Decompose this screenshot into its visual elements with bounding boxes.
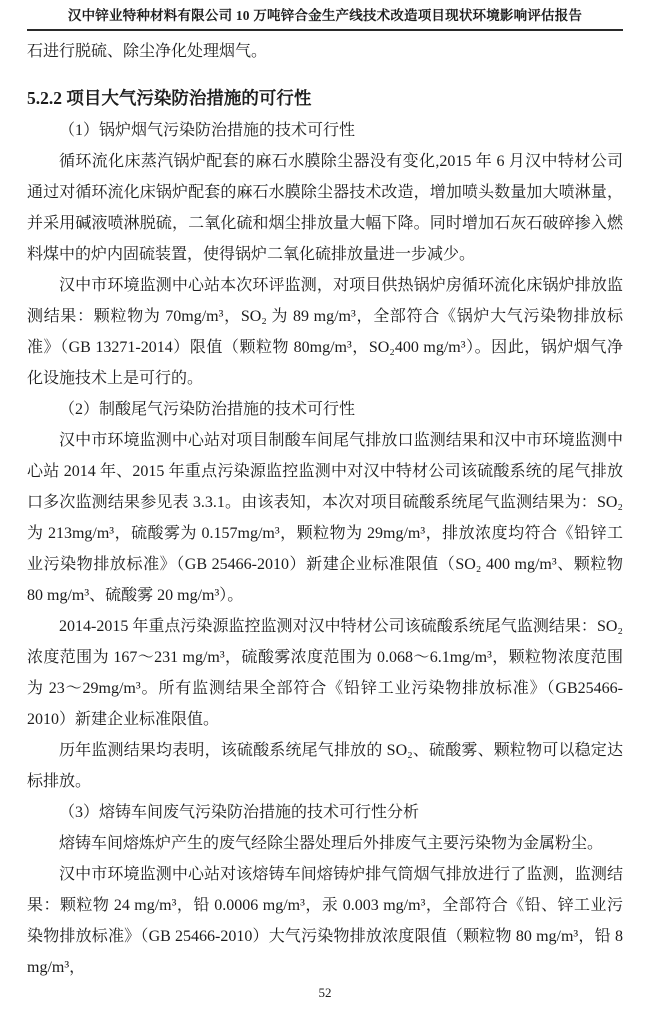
paragraph-casting-monitoring: 汉中市环境监测中心站对该熔铸车间熔铸炉排气筒烟气排放进行了监测，监测结果：颗粒物 24 mg/m³，铅 0.0006 mg/m³，汞 0.003 mg/m³，全部符合《铅、锌工业污染物排放标准》（GB 25466-2010）大气污染物排放浓度限值（颗粒物 80 mg/m³，铅 8 mg/m³， — [27, 866, 623, 976]
paragraph-casting-workshop: 熔铸车间熔炼炉产生的废气经除尘器处理后外排废气主要污染物为金属粉尘。 — [59, 835, 604, 852]
page-number: 52 — [318, 985, 332, 1000]
paragraph-acid-tailgas-monitoring: 汉中市环境监测中心站对项目制酸车间尾气排放口监测结果和汉中市环境监测中心站 2014 年、2015 年重点污染源监控监测中对汉中特材公司该硫酸系统的尾气排放口多次监测结果参见表 3.3.1。由该表知，本次对项目硫酸系统尾气监测结果为：SO₂ 为 213mg/m³，硫酸雾为 0.157mg/m³，颗粒物为 29mg/m³，排放浓度均符合《铅锌工业污染物排放标准》（GB 25466-2010）新建企业标准限值（SO₂ 400 mg/m³、颗粒物 80 mg/m³、硫酸雾 20 mg/m³）。 — [27, 432, 623, 604]
page-footer — [0, 984, 650, 1002]
report-title: 汉中锌业特种材料有限公司 10 万吨锌合金生产线技术改造项目现状环境影响评估报告 — [67, 8, 583, 23]
document-body — [27, 31, 623, 983]
paragraph-2014-2015-monitoring: 2014-2015 年重点污染源监控监测对汉中特材公司该硫酸系统尾气监测结果：SO₂ 浓度范围为 167～231 mg/m³，硫酸雾浓度范围为 0.068～6.1mg/m³，颗粒物浓度范围为 23～29mg/m³。所有监测结果全部符合《铅锌工业污染物排放标准》（GB25466-2010）新建企业标准限值。 — [27, 618, 623, 728]
subsection-item-2: （2）制酸尾气污染防治措施的技术可行性 — [59, 401, 356, 418]
page-header — [27, 0, 623, 31]
paragraph-continuation: 石进行脱硫、除尘净化处理烟气。 — [27, 43, 268, 60]
paragraph-boiler-retrofit: 循环流化床蒸汽锅炉配套的麻石水膜除尘器没有变化,2015 年 6 月汉中特材公司通过对循环流化床锅炉配套的麻石水膜除尘器技术改造，增加喷头数量加大喷淋量，并采用碱液喷淋脱硫，二氧化硫和烟尘排放量大幅下降。同时增加石灰石破碎掺入燃料煤中的炉内固硫装置，使得锅炉二氧化硫排放量进一步减少。 — [27, 153, 623, 263]
paragraph-historical-results: 历年监测结果均表明，该硫酸系统尾气排放的 SO₂、硫酸雾、颗粒物可以稳定达标排放。 — [27, 742, 623, 790]
section-heading-5-2-2: 5.2.2 项目大气污染防治措施的可行性 — [27, 88, 312, 108]
subsection-item-3: （3）熔铸车间废气污染防治措施的技术可行性分析 — [59, 804, 420, 821]
paragraph-boiler-monitoring: 汉中市环境监测中心站本次环评监测，对项目供热锅炉房循环流化床锅炉排放监测结果：颗粒物为 70mg/m³，SO₂ 为 89 mg/m³，全部符合《锅炉大气污染物排放标准》（GB 13271-2014）限值（颗粒物 80mg/m³，SO₂400 mg/m³）。因此，锅炉烟气净化设施技术上是可行的。 — [27, 277, 623, 387]
subsection-item-1: （1）锅炉烟气污染防治措施的技术可行性 — [59, 122, 356, 139]
